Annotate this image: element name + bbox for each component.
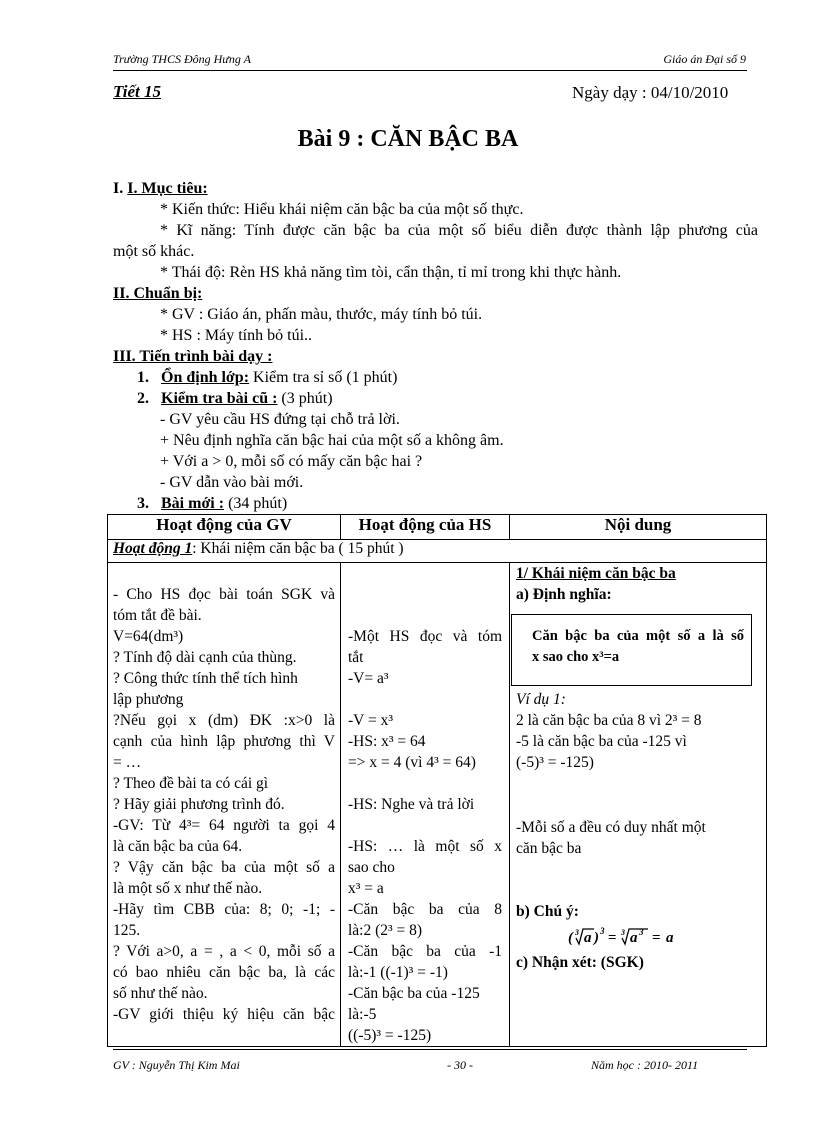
- activity-text: : Khái niệm căn bậc ba ( 15 phút ): [192, 540, 404, 557]
- gv-column: [113, 584, 335, 1025]
- objective-skill-line2: một số khác.: [113, 243, 195, 260]
- cube-root-identity-formula: [566, 924, 686, 950]
- hs-line: [348, 773, 502, 794]
- gv-line: có bao nhiêu căn bậc ba, là các: [113, 964, 335, 981]
- nd-heading: 1/ Khái niệm căn bậc ba: [516, 565, 676, 582]
- hs-line: -Căn bậc ba của -125: [348, 985, 480, 1002]
- svg-text:3: 3: [639, 927, 644, 937]
- hs-line: -HS: x³ = 64: [348, 733, 426, 750]
- col-header-nd: Nội dung: [510, 515, 767, 540]
- item-2-line: - GV yêu cầu HS đứng tại chỗ trả lời.: [160, 411, 400, 428]
- date-value: 04/10/2010: [650, 83, 729, 102]
- subject-name: Giáo án Đại số 9: [663, 52, 746, 66]
- item-3-text: (34 phút): [224, 495, 288, 512]
- svg-text:=: =: [608, 930, 617, 946]
- item-2-title: Kiểm tra bài cũ :: [161, 390, 278, 407]
- hs-line: -HS: Nghe và trả lời: [348, 796, 475, 813]
- header-rule: [113, 70, 747, 71]
- gv-line: tóm tắt đề bài.: [113, 607, 202, 624]
- svg-text:(: (: [568, 930, 573, 946]
- activity-row: [108, 540, 767, 563]
- nd-definition-label: a) Định nghĩa:: [516, 586, 612, 603]
- gv-line: ? Công thức tính thể tích hình: [113, 670, 298, 687]
- gv-line: ? Hãy giải phương trình đó.: [113, 796, 285, 813]
- hs-line: là:-1 ((-1)³ = -1): [348, 964, 448, 981]
- footer-page-number: - 30 -: [447, 1058, 473, 1072]
- example-line: 2 là căn bậc ba của 8 vì 2³ = 8: [516, 712, 702, 729]
- activity-cell: [108, 540, 767, 563]
- footer-rule: [113, 1049, 747, 1050]
- item-2-number: 2.: [137, 390, 149, 407]
- hs-line: -V = x³: [348, 712, 393, 729]
- note-label: b) Chú ý:: [516, 903, 579, 920]
- unique-root-line-1: -Mỗi số a đều có duy nhất một: [516, 819, 706, 836]
- item-1-title: Ổn định lớp:: [161, 369, 250, 386]
- gv-line: số như thế nào.: [113, 985, 208, 1002]
- hs-line: [348, 605, 502, 626]
- col-header-hs: Hoạt động của HS: [341, 515, 510, 540]
- item-3-title: Bài mới :: [161, 495, 225, 512]
- gv-line: - Cho HS đọc bài toán SGK và: [113, 586, 335, 603]
- hs-line: -Căn bậc ba của -1: [348, 943, 502, 960]
- item-2-line: + Với a > 0, mỗi số có mấy căn bậc hai ?: [160, 453, 423, 470]
- gv-line: -GV giới thiệu ký hiệu căn bậc: [113, 1006, 335, 1023]
- item-2: [137, 388, 333, 409]
- date-label: Ngày dạy :: [572, 83, 647, 102]
- item-2-line: - GV dẫn vào bài mới.: [160, 474, 304, 491]
- definition-line-1: Căn bậc ba của một số a là số: [532, 628, 744, 644]
- gv-line: cạnh của hình lập phương thì V: [113, 733, 335, 750]
- hs-line: là:-5: [348, 1006, 377, 1023]
- table-header-row: [108, 515, 767, 540]
- unique-root-line-2: căn bậc ba: [516, 840, 582, 857]
- section-1-heading: I. I. Mục tiêu:: [113, 180, 208, 197]
- objective-knowledge: * Kiến thức: Hiểu khái niệm căn bậc ba của một số thực.: [160, 201, 524, 218]
- gv-line: ? Theo đề bài ta có cái gì: [113, 775, 269, 792]
- svg-text:3: 3: [575, 928, 579, 937]
- prep-hs: * HS : Máy tính bỏ túi..: [160, 327, 313, 344]
- item-3-number: 3.: [137, 495, 149, 512]
- definition-text: [532, 626, 744, 668]
- lesson-period: Tiết 15: [113, 82, 161, 101]
- gv-line: là căn bậc ba của 64.: [113, 838, 243, 855]
- hs-line: -Một HS đọc và tóm: [348, 628, 502, 645]
- page-title: Bài 9 : CĂN BẬC BA: [297, 126, 519, 152]
- hs-line: -HS: … là một số x: [348, 838, 502, 855]
- gv-line: là một số x như thế nào.: [113, 880, 263, 897]
- hs-line: là:2 (2³ = 8): [348, 922, 423, 939]
- school-name: Trường THCS Đông Hưng A: [113, 52, 251, 66]
- col-header-gv: Hoạt động của GV: [108, 515, 341, 540]
- svg-text:a: a: [630, 930, 638, 946]
- item-3: [137, 493, 287, 514]
- example-line: (-5)³ = -125): [516, 754, 594, 771]
- hs-line: sao cho: [348, 859, 395, 876]
- item-2-text: (3 phút): [277, 390, 333, 407]
- footer-school-year: Năm học : 2010- 2011: [591, 1058, 699, 1072]
- gv-line: ? Vậy căn bậc ba của một số a: [113, 859, 335, 876]
- hs-line: [348, 689, 502, 710]
- gv-line: V=64(dm³): [113, 628, 184, 645]
- section-1-title: I. Mục tiêu:: [127, 180, 208, 197]
- activity-label: Hoạt động 1: [113, 540, 193, 557]
- svg-text:a: a: [584, 930, 592, 946]
- hs-line: -V= a³: [348, 670, 389, 687]
- hs-line: tắt: [348, 649, 364, 666]
- example-line: -5 là căn bậc ba của -125 vì: [516, 733, 687, 750]
- item-1-text: Kiểm tra sỉ số (1 phút): [249, 369, 398, 386]
- prep-gv: * GV : Giáo án, phấn màu, thước, máy tính bỏ túi.: [160, 306, 483, 323]
- svg-text:a: a: [666, 930, 674, 946]
- svg-text:=: =: [652, 930, 661, 946]
- section-2-heading: II. Chuẩn bị:: [113, 285, 203, 302]
- hs-line: x³ = a: [348, 880, 384, 897]
- hs-column: [348, 584, 502, 1046]
- svg-text:3: 3: [621, 928, 625, 937]
- footer-teacher: GV : Nguyễn Thị Kim Mai: [113, 1058, 240, 1072]
- gv-line: -GV: Từ 4³= 64 người ta gọi 4: [113, 817, 335, 834]
- gv-line: -Hãy tìm CBB của: 8; 0; -1; -: [113, 901, 335, 918]
- gv-line: lập phương: [113, 691, 184, 708]
- gv-line: = …: [113, 754, 142, 771]
- gv-line: ? Tính độ dài cạnh của thùng.: [113, 649, 297, 666]
- svg-text:): ): [594, 930, 599, 946]
- section-3-heading: III. Tiến trình bài dạy :: [113, 348, 273, 365]
- example-label: Ví dụ 1:: [516, 691, 566, 708]
- item-2-line: + Nêu định nghĩa căn bậc hai của một số a không âm.: [160, 432, 504, 449]
- remark-label: c) Nhận xét: (SGK): [516, 954, 644, 971]
- hs-line: -Căn bậc ba của 8: [348, 901, 502, 918]
- definition-line-2: x sao cho x³=a: [532, 649, 620, 665]
- gv-line: ?Nếu gọi x (dm) ĐK :x>0 là: [113, 712, 335, 729]
- gv-line: ? Với a>0, a = , a < 0, mỗi số a: [113, 943, 335, 960]
- hs-line: [348, 815, 502, 836]
- gv-line: 125.: [113, 922, 141, 939]
- item-1-number: 1.: [137, 369, 149, 386]
- item-1: [137, 367, 397, 388]
- hs-line: [348, 584, 502, 605]
- teaching-date: [572, 83, 728, 103]
- svg-text:3: 3: [600, 926, 605, 936]
- objective-attitude: * Thái độ: Rèn HS khả năng tìm tòi, cẩn thận, tỉ mỉ trong khi thực hành.: [160, 264, 622, 281]
- objective-skill-line1: * Kĩ năng: Tính được căn bậc ba của một số biểu diễn được thành lập phương của: [160, 222, 758, 239]
- hs-line: => x = 4 (vì 4³ = 64): [348, 754, 476, 771]
- hs-line: ((-5)³ = -125): [348, 1027, 432, 1044]
